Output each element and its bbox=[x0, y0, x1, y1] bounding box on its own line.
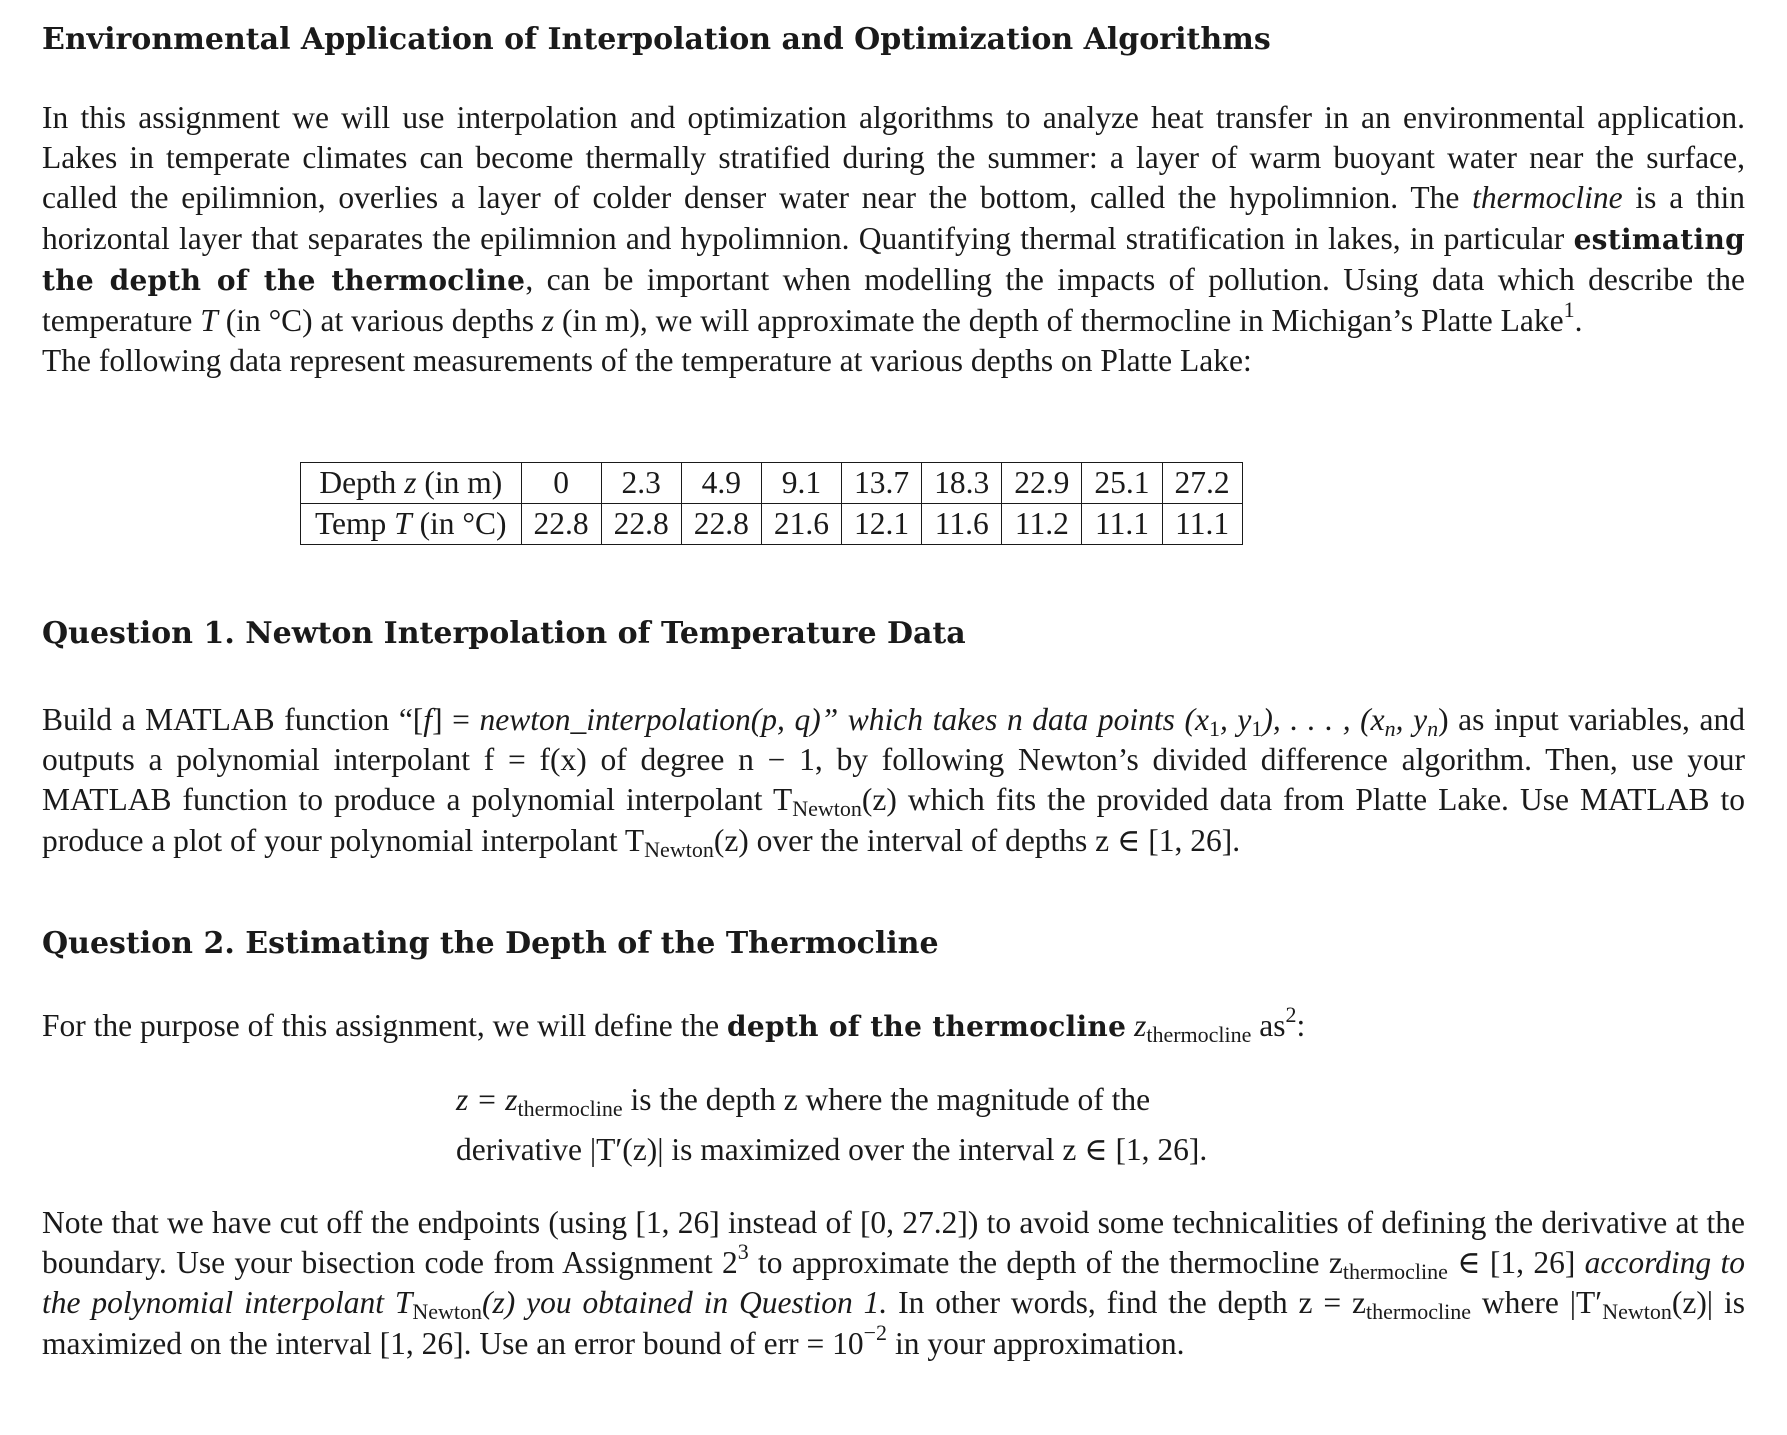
table-cell: 22.8 bbox=[681, 504, 761, 545]
table-cell: 0 bbox=[521, 463, 601, 504]
thermocline-term: thermocline bbox=[1472, 180, 1623, 216]
table-intro-line: The following data represent measurements of the temperature at various depths on Platte Lake: bbox=[42, 343, 1252, 379]
table-cell: 21.6 bbox=[761, 504, 841, 545]
table-cell: 22.9 bbox=[1002, 463, 1082, 504]
table-cell: 22.8 bbox=[521, 504, 601, 545]
table-cell: 11.1 bbox=[1162, 504, 1242, 545]
table-cell: 11.6 bbox=[922, 504, 1002, 545]
table-cell: 11.2 bbox=[1002, 504, 1082, 545]
footnote-marker-3: 3 bbox=[737, 1239, 749, 1265]
question-1-paragraph: Build a MATLAB function “[f] = newton_interpolation(p, q)” which takes n data points ($x_1$, $y_1$), . . . , ($x_n$, $y_n$) as input variables, and outputs a polynomial interpolant f = f(x) of degree n − 1, by following Newton’s divided difference algorithm. Then, use your MATLAB function to produce a polynomial interpolant $T_{Newton}(z)$ which fits the provided data from Platte Lake. Use MATLAB to produce a plot of your polynomial interpolant $T_{Newton}(z)$ over the interval of depths z ∈ [1, 26]. bbox=[42, 702, 1745, 862]
depth-header: Depth z (in m) bbox=[301, 463, 522, 504]
table-cell: 25.1 bbox=[1082, 463, 1162, 504]
temperature-table bbox=[300, 462, 1243, 545]
table-cell: 4.9 bbox=[681, 463, 761, 504]
document-title: Environmental Application of Interpolation and Optimization Algorithms bbox=[42, 22, 1271, 57]
table-cell: 12.1 bbox=[842, 504, 922, 545]
question-2-definition-intro: For the purpose of this assignment, we will define the depth of the thermocline $z_{thermocline}$ $as^2$: bbox=[42, 1002, 1306, 1047]
footnote-marker-1: 1 bbox=[1563, 297, 1575, 323]
question-2-heading: Question 2. Estimating the Depth of the Thermocline bbox=[42, 926, 939, 961]
table-row-depth bbox=[301, 463, 1243, 504]
table-cell: 2.3 bbox=[601, 463, 681, 504]
bold-emphasis: estimating the depth of the thermocline bbox=[42, 222, 1745, 297]
table-cell: 11.1 bbox=[1082, 504, 1162, 545]
question-2-paragraph: Note that we have cut off the endpoints (using [1, 26] instead of [0, 27.2]) to avoid some technicalities of defining the derivative at the boundary. Use your bisection code from Assignment $2^3$ to approximate the depth of the thermocline $z_{thermocline}$ ∈ [1, 26] according to the polynomial interpolant $T_{Newton}(z)$ you obtained in Question 1. In other words, find the depth $z = z_{thermocline}$ where $|T'_{Newton}(z)|$ is maximized on the interval [1, 26]. Use an error bound of err = $10^{-2}$ in your approximation. bbox=[42, 1205, 1746, 1361]
table-cell: 22.8 bbox=[601, 504, 681, 545]
table-cell: 13.7 bbox=[842, 463, 922, 504]
table-row-temp bbox=[301, 504, 1243, 545]
intro-paragraph: In this assignment we will use interpolation and optimization algorithms to analyze heat transfer in an environmental application. Lakes in temperate climates can become thermally stratified during the summer: a layer of warm buoyant water near the surface, called the epilimnion, overlies a layer of colder denser water near the bottom, called the hypolimnion. The thermocline is a thin horizontal layer that separates the epilimnion and hypolimnion. Quantifying thermal stratification in lakes, in particular estimating the depth of the thermocline, can be important when modelling the impacts of pollution. Using data which describe the temperature T (in °C) at various depths z (in m), we will approximate the depth of thermocline in Michigan’s Platte Lake$^1$. The following data represent measurements of the temperature at various depths on Platte Lake: bbox=[42, 100, 1745, 379]
temp-header: Temp T (in °C) bbox=[301, 504, 522, 545]
question-1-heading: Question 1. Newton Interpolation of Temperature Data bbox=[42, 616, 966, 651]
table-cell: 27.2 bbox=[1162, 463, 1242, 504]
table-cell: 9.1 bbox=[761, 463, 841, 504]
table-cell: 18.3 bbox=[922, 463, 1002, 504]
thermocline-definition: $z = z_{thermocline}$ is the depth z where the magnitude of the derivative |T′(z)| is maximized over the interval z ∈ [1, 26]. bbox=[456, 1082, 1208, 1167]
footnote-marker-2: 2 bbox=[1285, 1002, 1297, 1027]
